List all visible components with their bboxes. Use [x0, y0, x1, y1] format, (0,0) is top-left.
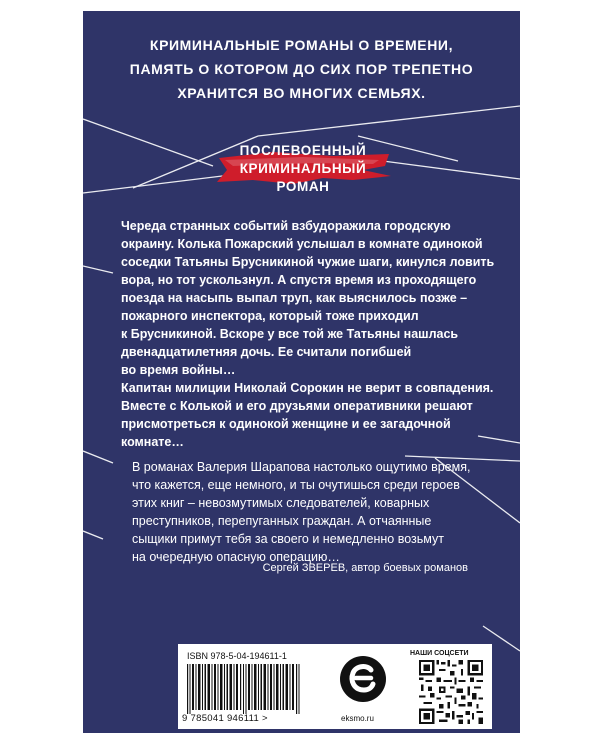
annotation-line: поезда на насыпь выпал труп, как выяснилось позже – — [121, 291, 468, 305]
quote-line: этих книг – невозмутимых следователей, коварных — [132, 496, 430, 510]
annotation-line: к Брусникиной. Вскоре у все той же Татьяны нашлась — [121, 327, 459, 341]
tagline-line-2: ПАМЯТЬ О КОТОРОМ ДО СИХ ПОР ТРЕПЕТНО — [129, 61, 474, 77]
genre-line-2: КРИМИНАЛЬНЫЙ — [239, 161, 367, 176]
tagline-line-3: ХРАНИТСЯ ВО МНОГИХ СЕМЬЯХ. — [177, 85, 426, 101]
publisher-site: eksmo.ru — [341, 714, 374, 723]
quote-line: что кажется, еще немного, и ты очутишься среди героев — [132, 478, 460, 492]
quote-line: В романах Валерия Шарапова настолько ощутимо время, — [132, 460, 471, 474]
annotation-line: Капитан милиции Николай Сорокин не верит в совпадения. — [121, 381, 494, 395]
book-annotation — [121, 217, 501, 451]
social-label: НАШИ СОЦСЕТИ — [410, 650, 469, 657]
isbn-text: ISBN 978-5-04-194611-1 — [187, 651, 287, 661]
review-quote — [132, 458, 492, 566]
annotation-line: комнате… — [121, 435, 184, 449]
quote-line: сыщики примут тебя за своего и немедленно возьмут — [132, 532, 444, 546]
quote-line: на очередную опасную операцию… — [132, 550, 340, 564]
annotation-line: Вместе с Колькой и его друзьями оперативники решают — [121, 399, 473, 413]
annotation-line: присмотреться к одинокой женщине и ее загадочной — [121, 417, 451, 431]
genre-badge — [213, 136, 393, 202]
barcode-panel — [178, 644, 492, 729]
genre-line-3: РОМАН — [276, 179, 330, 194]
annotation-line: окраину. Колька Пожарский услышал в комнате одинокой — [121, 237, 483, 251]
annotation-line: во время войны… — [121, 363, 236, 377]
annotation-line: вора, но тот ускользнул. А спустя время из проходящего — [121, 273, 477, 287]
barcode-digits: 9 785041 946111 > — [182, 713, 268, 724]
annotation-line: пожарного инспектора, который тоже приходил — [121, 309, 419, 323]
tagline-line-1: КРИМИНАЛЬНЫЕ РОМАНЫ О ВРЕМЕНИ, — [149, 37, 454, 53]
book-back-cover — [83, 11, 520, 733]
quote-author: Сергей ЗВЕРЕВ, автор боевых романов — [262, 562, 468, 574]
annotation-line: соседки Татьяны Брусникиной чужие шаги, кинулся ловить — [121, 255, 495, 269]
annotation-line: двенадцатилетняя дочь. Ее считали погибшей — [121, 345, 412, 359]
qr-code-icon — [419, 660, 483, 724]
quote-line: преступников, перепуганных граждан. А отчаянные — [132, 514, 432, 528]
genre-line-1: ПОСЛЕВОЕННЫЙ — [239, 143, 367, 158]
eksmo-e-logo-icon — [338, 654, 388, 704]
annotation-line: Череда странных событий взбудоражила городскую — [121, 219, 451, 233]
barcode-icon — [185, 664, 305, 714]
tagline — [103, 33, 500, 105]
